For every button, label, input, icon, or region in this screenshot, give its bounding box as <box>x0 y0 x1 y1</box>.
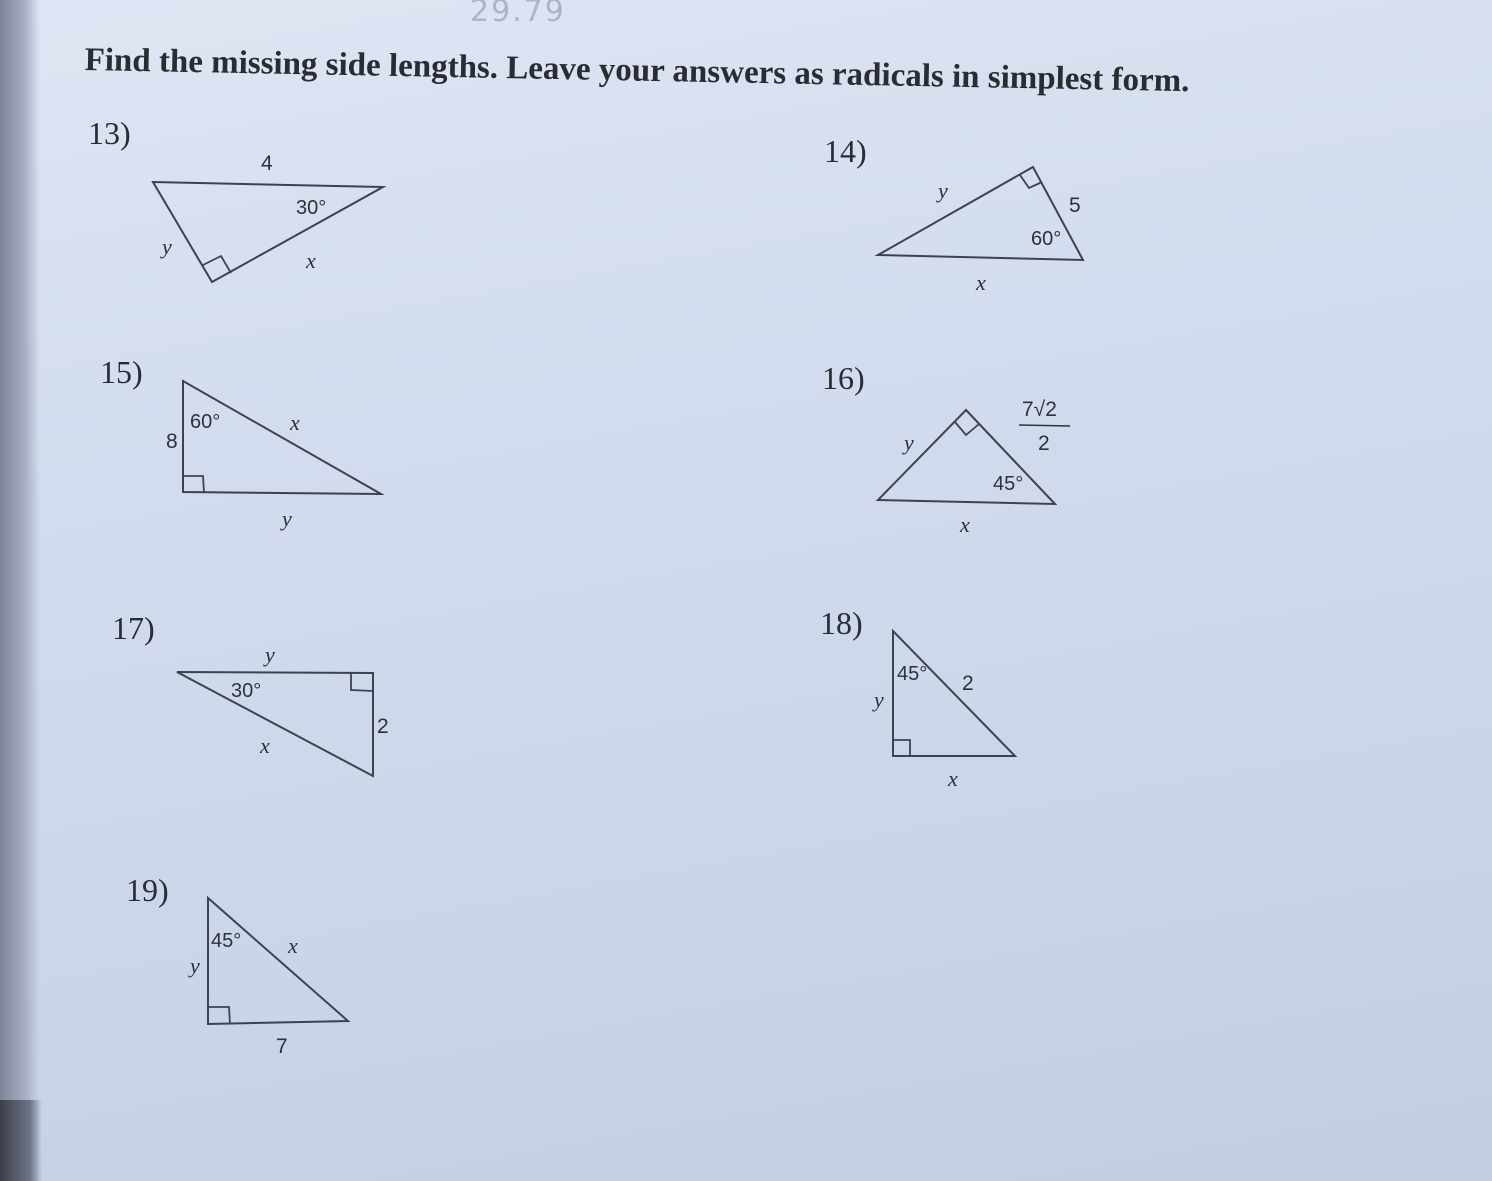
label-16-fraction-bar <box>1019 425 1070 426</box>
label-13-angle: 30° <box>296 197 327 219</box>
label-15-angle: 60° <box>190 411 221 433</box>
triangle-18-outline <box>893 631 1015 756</box>
right-angle-mark-15 <box>183 476 204 493</box>
label-14-top: y <box>938 178 948 203</box>
label-14-side: 5 <box>1069 194 1081 217</box>
label-18-left: y <box>874 687 884 712</box>
triangle-15-outline <box>183 381 381 494</box>
label-19-bottom: 7 <box>276 1035 288 1058</box>
problem-number-14: 14) <box>824 133 867 169</box>
label-17-angle: 30° <box>231 680 262 702</box>
instructions-text: Find the missing side lengths. Leave your answers as radicals in simplest form. <box>84 42 1190 100</box>
triangle-16-outline <box>878 410 1055 504</box>
triangle-13 <box>153 152 383 282</box>
right-angle-mark-16 <box>955 422 979 435</box>
label-18-hyp: 2 <box>962 672 974 695</box>
right-angle-mark-17 <box>351 673 373 691</box>
right-angle-mark-19 <box>208 1007 230 1024</box>
label-19-angle: 45° <box>211 930 242 952</box>
triangle-19-outline <box>208 898 348 1024</box>
label-16-hyp-denominator: 2 <box>1038 432 1050 455</box>
right-angle-mark-13 <box>203 256 231 273</box>
right-angle-mark-18 <box>893 740 910 756</box>
problem-number-13: 13) <box>88 115 131 151</box>
label-13-left: y <box>162 234 172 259</box>
label-16-hyp-numerator: 7√2 <box>1022 398 1057 421</box>
label-18-angle: 45° <box>897 663 928 685</box>
triangle-18 <box>872 631 1015 791</box>
triangle-15 <box>166 381 381 531</box>
triangle-19 <box>188 898 348 1058</box>
triangle-17 <box>177 642 389 776</box>
triangle-17-outline <box>177 672 373 776</box>
problem-number-19: 19) <box>126 872 169 908</box>
label-17-hyp: x <box>260 733 270 758</box>
triangle-13-outline <box>153 182 383 282</box>
label-13-right: x <box>306 248 316 273</box>
problem-number-17: 17) <box>112 610 155 646</box>
label-16-left: y <box>904 430 914 455</box>
label-15-bottom: y <box>282 506 292 531</box>
label-16-angle: 45° <box>993 473 1024 495</box>
label-19-hyp: x <box>288 933 298 958</box>
triangle-16 <box>878 398 1070 537</box>
label-14-bottom: x <box>976 270 986 295</box>
label-16-bottom: x <box>960 512 970 537</box>
problem-number-15: 15) <box>100 354 143 390</box>
label-17-right: 2 <box>377 715 389 738</box>
label-15-left: 8 <box>166 430 178 453</box>
label-18-bottom: x <box>948 766 958 791</box>
label-15-hyp: x <box>290 410 300 435</box>
label-13-top: 4 <box>261 152 273 175</box>
label-14-angle: 60° <box>1031 228 1062 250</box>
problem-number-16: 16) <box>822 360 865 396</box>
label-17-top: y <box>265 642 275 667</box>
triangle-14 <box>878 167 1083 295</box>
header-handwriting: 29.79 <box>470 0 566 29</box>
label-19-left: y <box>190 953 200 978</box>
problem-number-18: 18) <box>820 605 863 641</box>
